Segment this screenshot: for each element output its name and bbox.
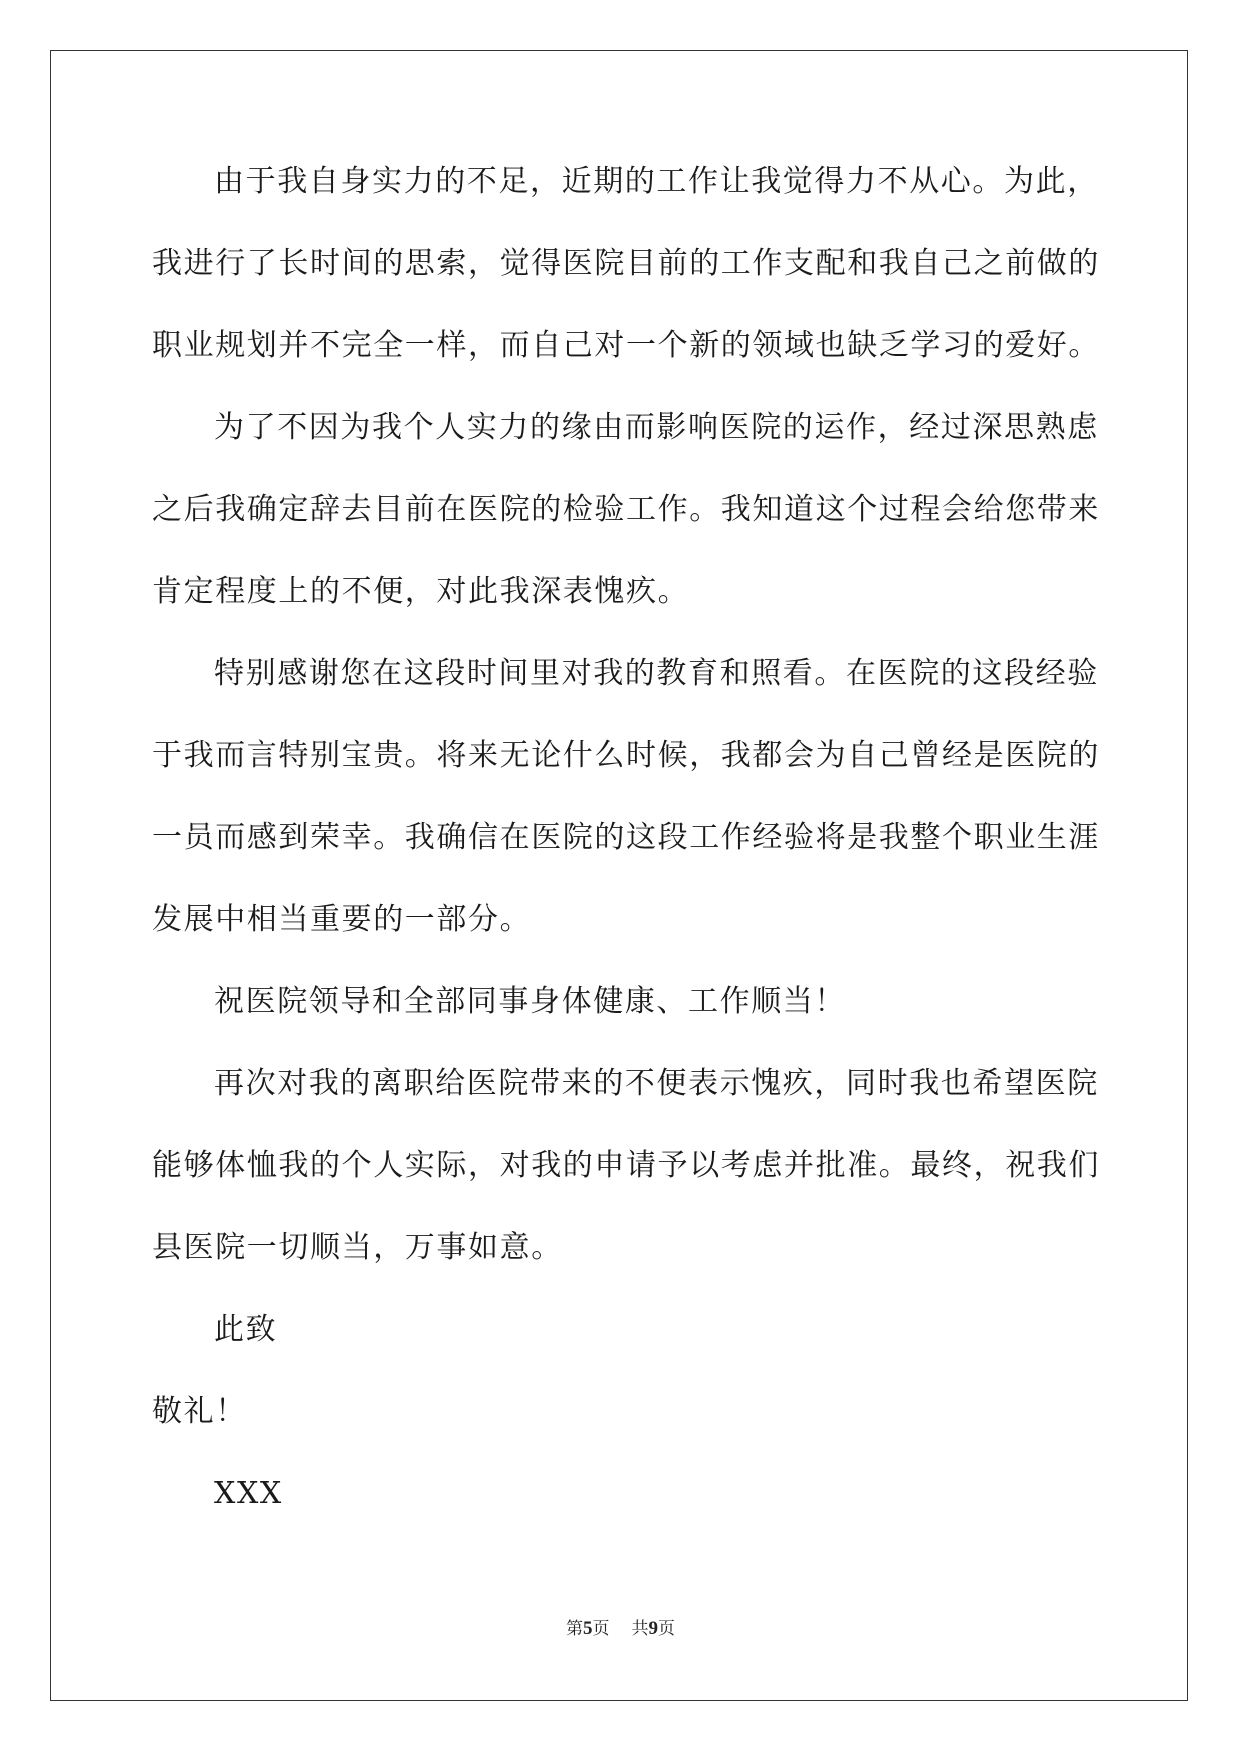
text-line: 职业规划并不完全一样，而自己对一个新的领域也缺乏学习的爱好。 (152, 328, 1100, 363)
text-line: 我进行了长时间的思索，觉得医院目前的工作支配和我自己之前做的 (152, 246, 1100, 281)
text-line: 能够体恤我的个人实际，对我的申请予以考虑并批准。最终，祝我们 (152, 1148, 1100, 1183)
page-label-prefix: 第 (566, 1619, 583, 1638)
letter-body (152, 160, 1100, 1554)
total-label-unit: 页 (658, 1619, 675, 1638)
total-page-count: 9 (648, 1618, 658, 1639)
closing-regards: 敬礼！ (152, 1394, 247, 1429)
text-line: 为了不因为我个人实力的缘由而影响医院的运作，经过深思熟虑 (214, 410, 1099, 445)
closing-salutation: 此致 (214, 1312, 278, 1347)
text-line: 祝医院领导和全部同事身体健康、工作顺当！ (214, 984, 846, 1019)
text-line: 发展中相当重要的一部分。 (152, 902, 532, 937)
text-line: 特别感谢您在这段时间里对我的教育和照看。在医院的这段经验 (214, 656, 1099, 691)
text-line: 由于我自身实力的不足，近期的工作让我觉得力不从心。为此， (214, 164, 1099, 199)
text-line: 之后我确定辞去目前在医院的检验工作。我知道这个过程会给您带来 (152, 492, 1100, 527)
text-line: 县医院一切顺当，万事如意。 (152, 1230, 563, 1265)
text-line: 再次对我的离职给医院带来的不便表示愧疚，同时我也希望医院 (214, 1066, 1099, 1101)
text-line: 于我而言特别宝贵。将来无论什么时候，我都会为自己曾经是医院的 (152, 738, 1100, 773)
text-line: 一员而感到荣幸。我确信在医院的这段工作经验将是我整个职业生涯 (152, 820, 1100, 855)
current-page-number: 5 (583, 1618, 593, 1639)
text-line: 肯定程度上的不便，对此我深表愧疚。 (152, 574, 690, 609)
signature-name: XXX (214, 1476, 283, 1511)
page-label-unit: 页 (592, 1619, 610, 1638)
page-footer (0, 1614, 1241, 1640)
total-label-prefix: 共 (631, 1619, 649, 1638)
